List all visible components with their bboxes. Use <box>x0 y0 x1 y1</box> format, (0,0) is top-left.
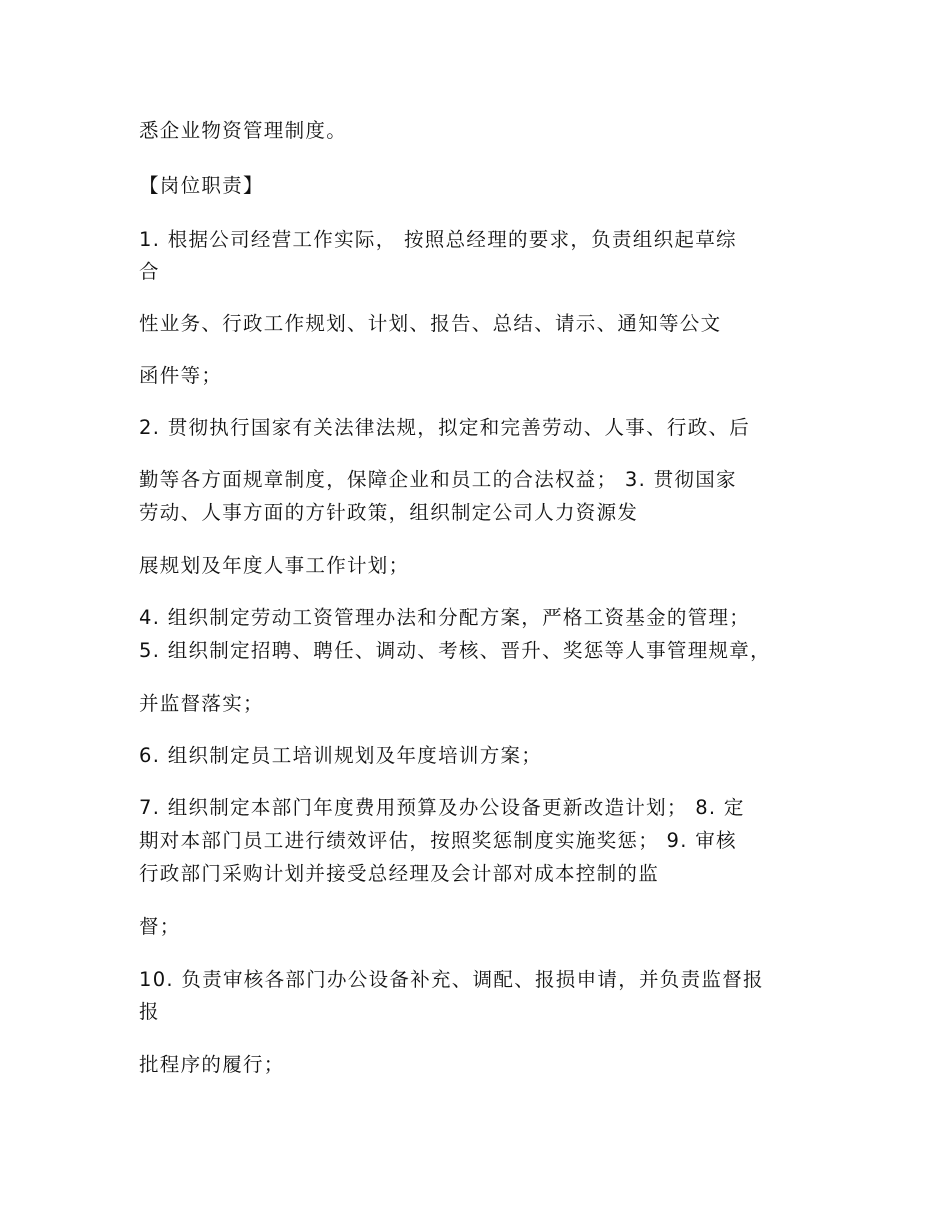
text-line: 6. 组织制定员工培训规划及年度培训方案； <box>139 744 543 767</box>
text-line: 10. 负责审核各部门办公设备补充、调配、报损申请，并负责监督报 <box>139 968 764 991</box>
text-line: 期对本部门员工进行绩效评估，按照奖惩制度实施奖惩； 9. 审核 <box>139 829 737 852</box>
text-line: 批程序的履行； <box>139 1053 285 1076</box>
section-heading: 【岗位职责】 <box>139 174 264 197</box>
text-line: 报 <box>139 1000 160 1023</box>
text-line: 劳动、人事方面的方针政策，组织制定公司人力资源发 <box>139 501 639 524</box>
text-line: 7. 组织制定本部门年度费用预算及办公设备更新改造计划； 8. 定 <box>139 796 745 819</box>
text-line: 行政部门采购计划并接受总经理及会计部对成本控制的监 <box>139 862 660 885</box>
text-line: 悉企业物资管理制度。 <box>139 119 348 142</box>
text-line: 4. 组织制定劳动工资管理办法和分配方案，严格工资基金的管理； <box>139 606 751 629</box>
text-line: 函件等； <box>139 364 223 387</box>
text-line: 合 <box>139 260 160 283</box>
text-line: 2. 贯彻执行国家有关法律法规，拟定和完善劳动、人事、行政、后 <box>139 416 751 439</box>
text-line: 展规划及年度人事工作计划； <box>139 554 410 577</box>
text-line: 督； <box>139 915 181 938</box>
text-line: 性业务、行政工作规划、计划、报告、总结、请示、通知等公文 <box>139 312 722 335</box>
text-line: 勤等各方面规章制度，保障企业和员工的合法权益； 3. 贯彻国家 <box>139 468 737 491</box>
text-line: 1. 根据公司经营工作实际， 按照总经理的要求，负责组织起草综 <box>139 228 737 251</box>
text-line: 并监督落实； <box>139 692 264 715</box>
text-line: 5. 组织制定招聘、聘任、调动、考核、晋升、奖惩等人事管理规章， <box>139 639 771 662</box>
